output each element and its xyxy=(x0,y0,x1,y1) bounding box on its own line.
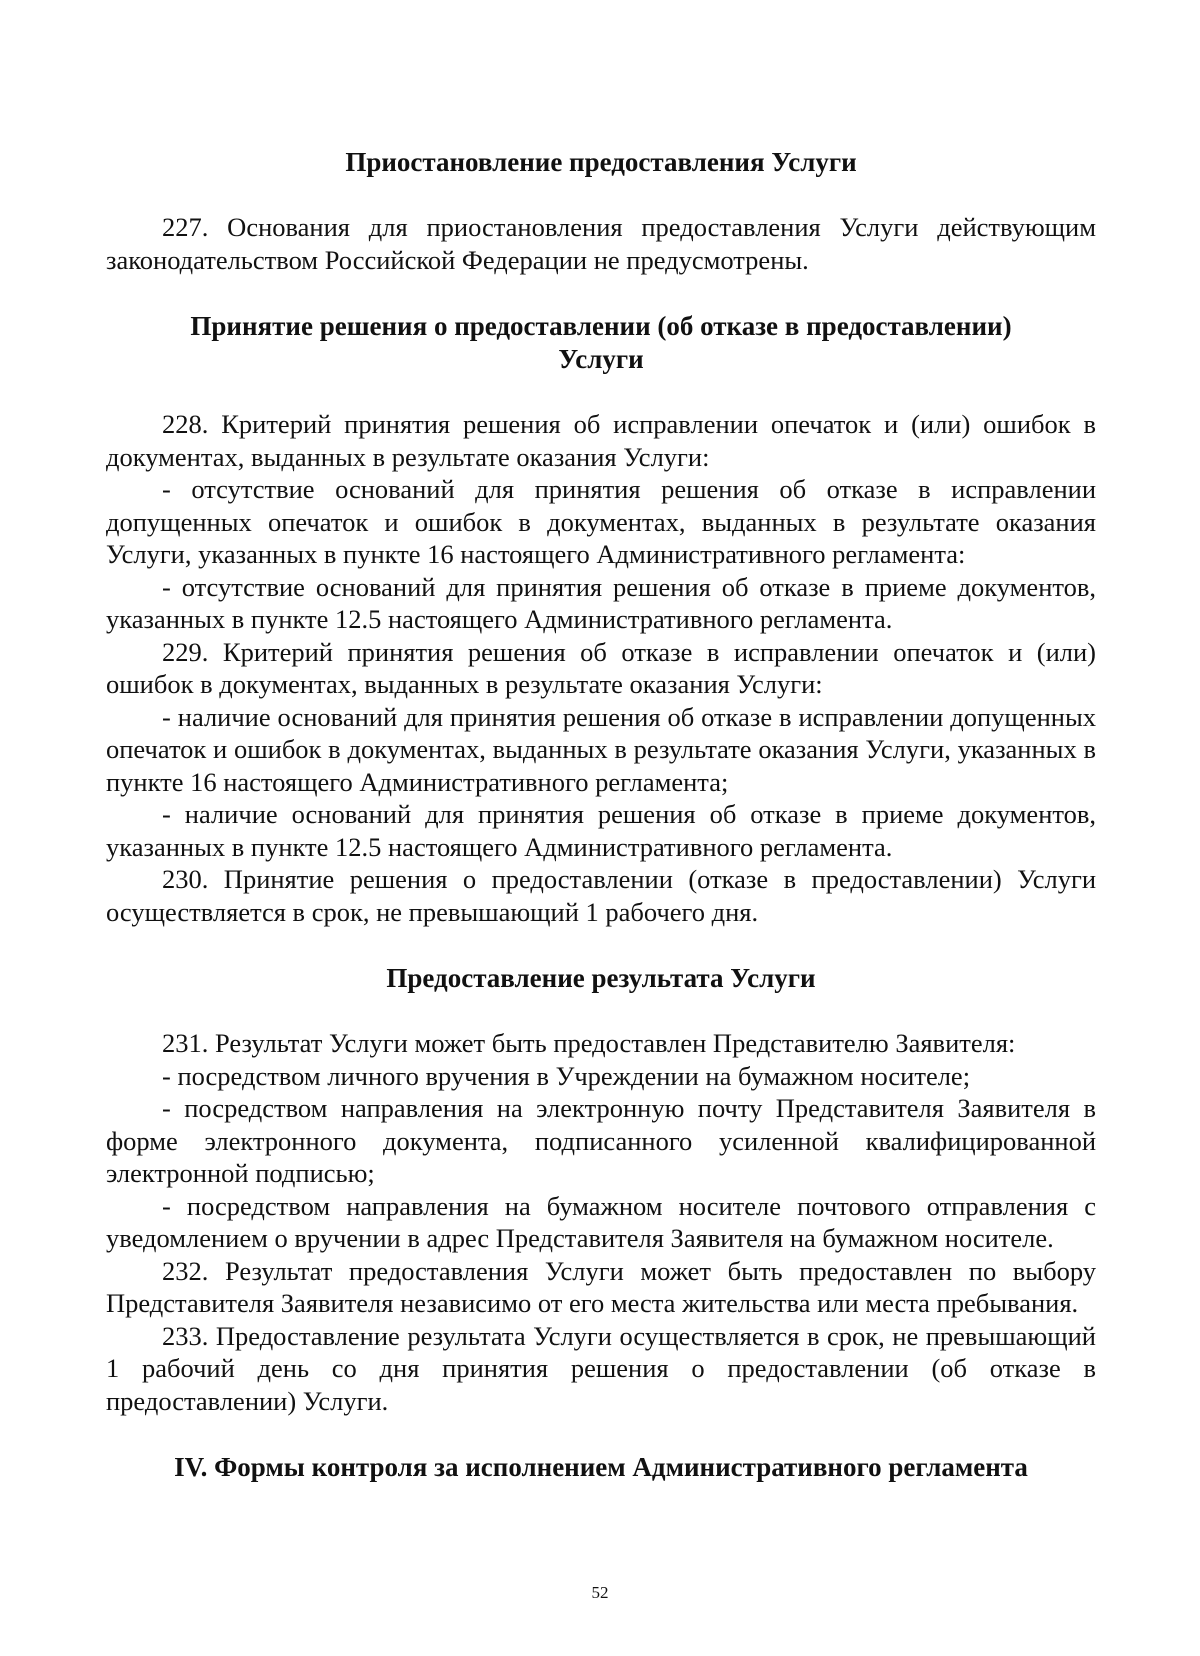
paragraph-229-item-b: - наличие оснований для принятия решения об отказе в приеме документов, указанных в пункте 12.5 настоящего Административного регламента. xyxy=(106,799,1096,862)
paragraph-233: 233. Предоставление результата Услуги осуществляется в срок, не превышающий 1 рабочий день со дня принятия решения о предоставлении (об отказе в предоставлении) Услуги. xyxy=(106,1320,1096,1416)
paragraph-228-item-b: - отсутствие оснований для принятия решения об отказе в приеме документов, указанных в пункте 12.5 настоящего Административного регламента. xyxy=(106,571,1096,634)
heading-decision: Принятие решения о предоставлении (об отказе в предоставлении) Услуги xyxy=(190,311,1012,374)
paragraph-231-item-b: - посредством направления на электронную почту Представителя Заявителя в форме электронного документа, подписанного усиленной квалифицированной электронной подписью; xyxy=(106,1093,1096,1188)
paragraph-231: 231. Результат Услуги может быть предоставлен Представителю Заявителя: xyxy=(162,1028,1016,1058)
paragraph-227: 227. Основания для приостановления предоставления Услуги действующим законодательством Российской Федерации не предусмотрены. xyxy=(106,212,1096,275)
heading-suspension: Приостановление предоставления Услуги xyxy=(345,147,857,177)
paragraph-229: 229. Критерий принятия решения об отказе в исправлении опечаток и (или) ошибок в документах, выданных в результате оказания Услуги: xyxy=(106,636,1096,699)
paragraph-232: 232. Результат предоставления Услуги может быть предоставлен по выбору Представителя Заявителя независимо от его места жительства или места пребывания. xyxy=(106,1255,1096,1318)
paragraph-230: 230. Принятие решения о предоставлении (отказе в предоставлении) Услуги осуществляется в срок, не превышающий 1 рабочего дня. xyxy=(106,864,1096,927)
paragraph-231-item-a: - посредством личного вручения в Учреждении на бумажном носителе; xyxy=(162,1060,971,1091)
heading-control-forms: IV. Формы контроля за исполнением Административного регламента xyxy=(174,1452,1028,1482)
paragraph-228-item-a: - отсутствие оснований для принятия решения об отказе в исправлении допущенных опечаток и ошибок в документах, выданных в результате оказания Услуги, указанных в пункте 16 настоящего Административного регламента: xyxy=(106,474,1096,569)
paragraph-228: 228. Критерий принятия решения об исправлении опечаток и (или) ошибок в документах, выданных в результате оказания Услуги: xyxy=(106,409,1096,472)
paragraph-229-item-a: - наличие оснований для принятия решения об отказе в исправлении допущенных опечаток и ошибок в документах, выданных в результате оказания Услуги, указанных в пункте 16 настоящего Административного регламента; xyxy=(106,701,1096,797)
page-number: 52 xyxy=(591,1583,609,1602)
document-page xyxy=(106,146,1096,1484)
heading-result: Предоставление результата Услуги xyxy=(386,963,816,993)
paragraph-231-item-c: - посредством направления на бумажном носителе почтового отправления с уведомлением о вручении в адрес Представителя Заявителя на бумажном носителе. xyxy=(106,1190,1096,1253)
